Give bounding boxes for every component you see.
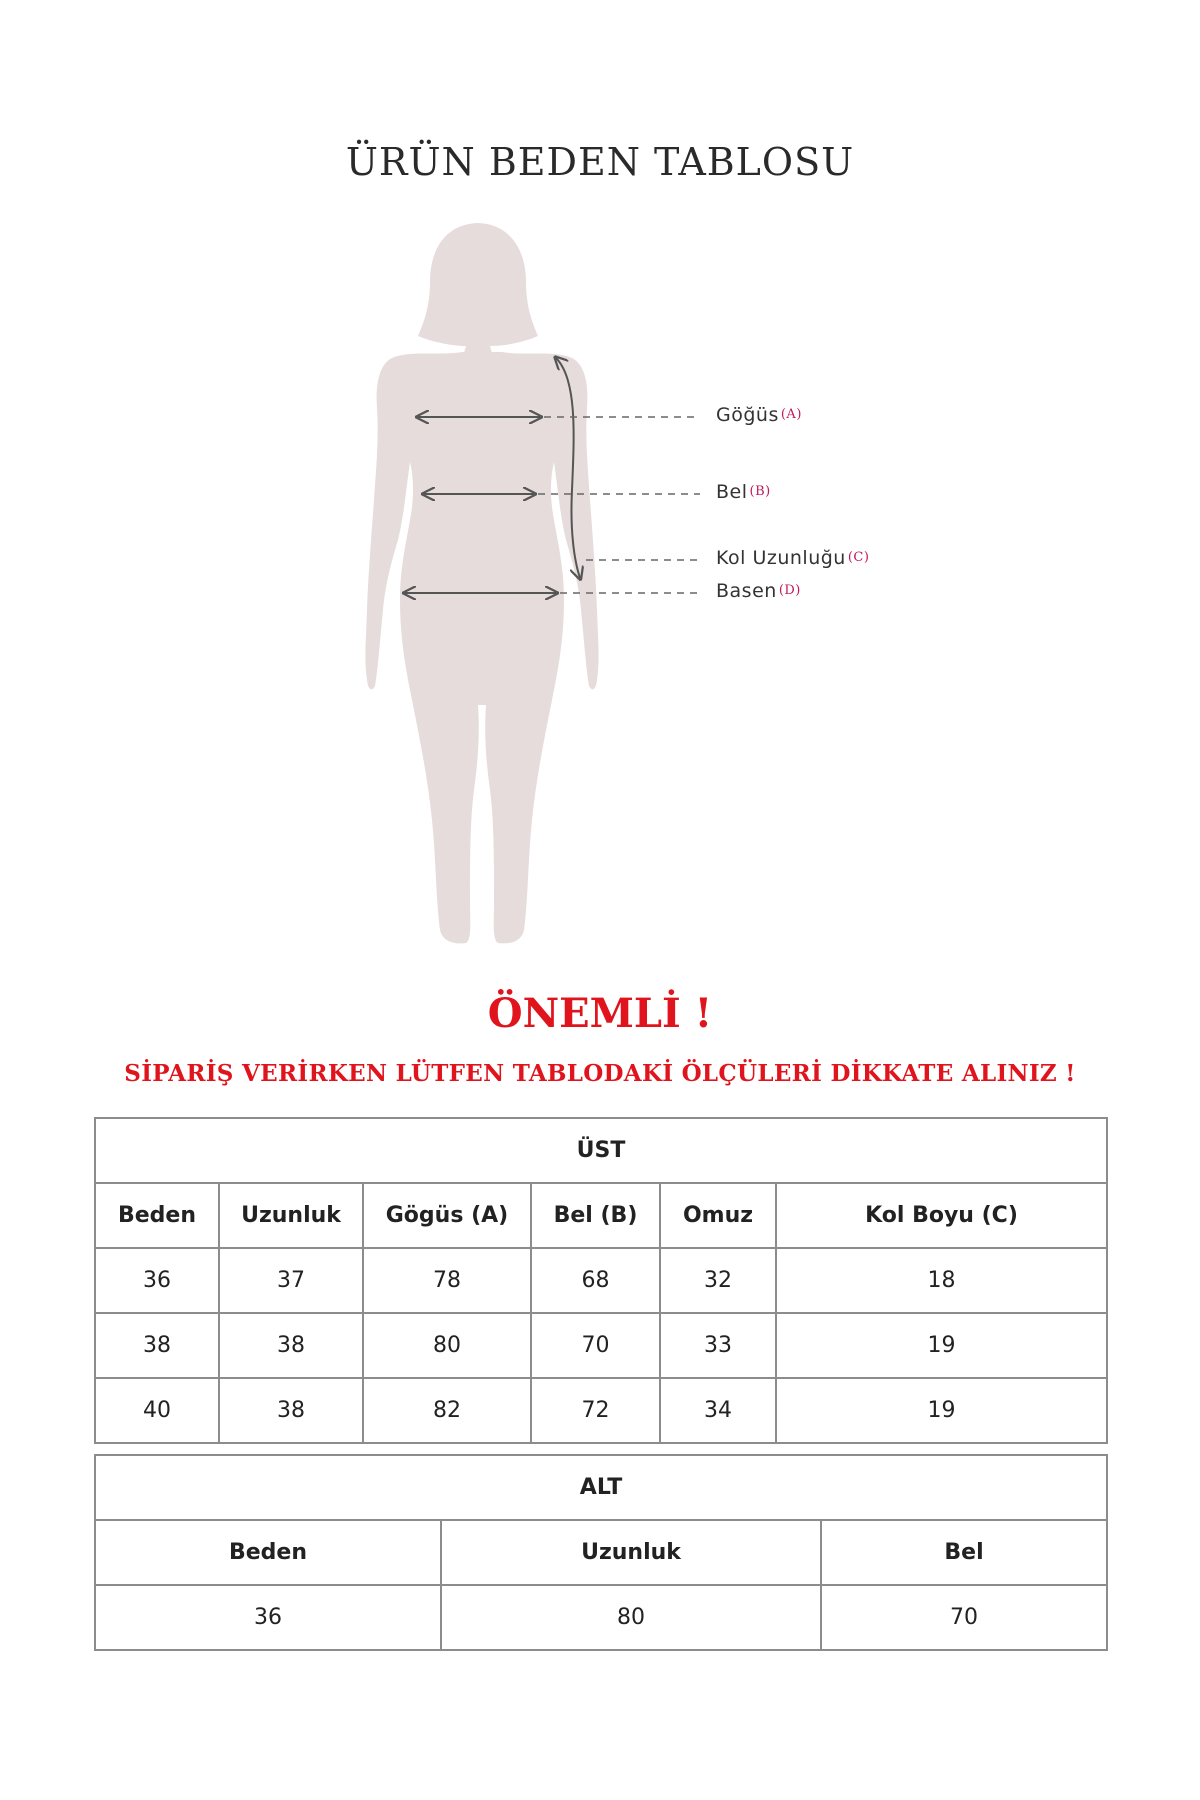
table-header-row: [95, 1520, 1107, 1585]
table-row: [95, 1585, 1107, 1650]
table-cell: 80: [363, 1313, 531, 1378]
column-header: Gögüs (A): [363, 1183, 531, 1248]
table-cell: 70: [531, 1313, 660, 1378]
table-cell: 38: [219, 1378, 363, 1443]
important-warning: SİPARİŞ VERİRKEN LÜTFEN TABLODAKİ ÖLÇÜLERİ DİKKATE ALINIZ !: [124, 1060, 1076, 1087]
table-cell: 36: [95, 1248, 219, 1313]
table-cell: 33: [660, 1313, 776, 1378]
table-row: [95, 1313, 1107, 1378]
column-header: Bel: [821, 1520, 1107, 1585]
column-header: Uzunluk: [441, 1520, 821, 1585]
label-chest: Göğüs (A): [716, 404, 802, 426]
label-sleeve-length: Kol Uzunluğu (C): [716, 547, 870, 569]
table-cell: 19: [776, 1313, 1107, 1378]
label-hip: Basen (D): [716, 580, 801, 602]
woman-silhouette: [365, 223, 598, 943]
table-cell: 80: [441, 1585, 821, 1650]
column-header: Beden: [95, 1183, 219, 1248]
table-caption: ALT: [95, 1455, 1107, 1520]
table-cell: 82: [363, 1378, 531, 1443]
table-row: [95, 1378, 1107, 1443]
page-title: ÜRÜN BEDEN TABLOSU: [345, 140, 855, 184]
column-header: Uzunluk: [219, 1183, 363, 1248]
table-caption: ÜST: [95, 1118, 1107, 1183]
lower-size-table: [94, 1454, 1108, 1651]
table-cell: 40: [95, 1378, 219, 1443]
column-header: Beden: [95, 1520, 441, 1585]
table-cell: 34: [660, 1378, 776, 1443]
upper-size-table: [94, 1117, 1108, 1444]
important-heading: ÖNEMLİ !: [487, 990, 713, 1037]
table-cell: 38: [95, 1313, 219, 1378]
column-header: Omuz: [660, 1183, 776, 1248]
table-cell: 18: [776, 1248, 1107, 1313]
table-cell: 72: [531, 1378, 660, 1443]
table-cell: 37: [219, 1248, 363, 1313]
label-waist: Bel (B): [716, 481, 771, 503]
table-row: [95, 1248, 1107, 1313]
table-cell: 78: [363, 1248, 531, 1313]
column-header: Kol Boyu (C): [776, 1183, 1107, 1248]
table-cell: 70: [821, 1585, 1107, 1650]
column-header: Bel (B): [531, 1183, 660, 1248]
table-cell: 19: [776, 1378, 1107, 1443]
table-cell: 32: [660, 1248, 776, 1313]
table-header-row: [95, 1183, 1107, 1248]
table-cell: 68: [531, 1248, 660, 1313]
table-cell: 36: [95, 1585, 441, 1650]
table-cell: 38: [219, 1313, 363, 1378]
